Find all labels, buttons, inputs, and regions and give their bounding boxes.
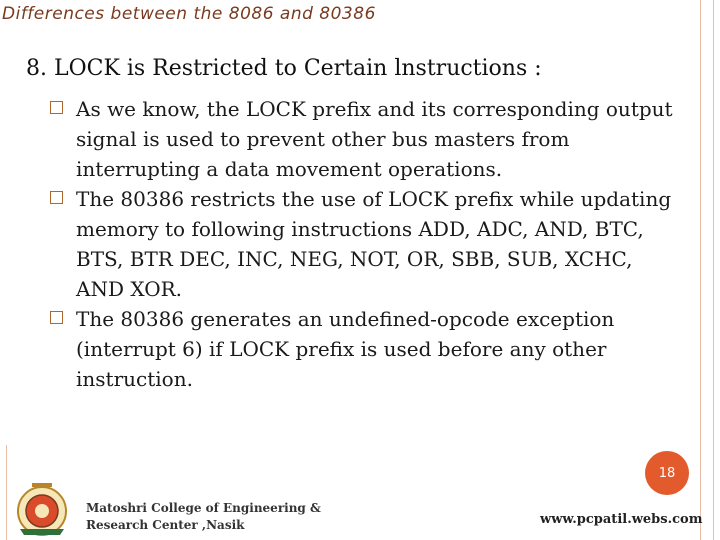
college-name [86, 500, 321, 534]
college-logo-icon [12, 481, 72, 537]
header-title: Differences between the 8086 and 80386 [2, 4, 376, 24]
bullet-text: The 80386 restricts the use of LOCK prefix while updating memory to following instructions ADD, ADC, AND, BTC, BTS, BTR DEC, INC, NEG, NOT, OR, SBB, SUB, XCHC, AND XOR. [76, 187, 672, 301]
slide-heading: 8. LOCK is Restricted to Certain lnstructions : [26, 56, 542, 81]
checkbox-bullet-icon [50, 191, 63, 204]
college-name-line1: Matoshri College of Engineering & [86, 501, 321, 515]
page-number-badge: 18 [645, 451, 689, 495]
bullet-text: The 80386 generates an undefined-opcode exception (interrupt 6) if LOCK prefix is used before any other instruction. [76, 307, 615, 391]
bullet-item [50, 304, 680, 394]
bullet-item [50, 94, 680, 184]
bullet-text: As we know, the LOCK prefix and its corresponding output signal is used to prevent other bus masters from interrupting a data movement operations. [76, 97, 673, 181]
college-name-line2: Research Center ,Nasik [86, 518, 245, 532]
bullet-list [50, 94, 680, 394]
checkbox-bullet-icon [50, 101, 63, 114]
website-url: www.pcpatil.webs.com [540, 512, 703, 527]
slide-border-left [6, 445, 7, 540]
bullet-item [50, 184, 680, 304]
slide-border-right [700, 0, 714, 540]
checkbox-bullet-icon [50, 311, 63, 324]
